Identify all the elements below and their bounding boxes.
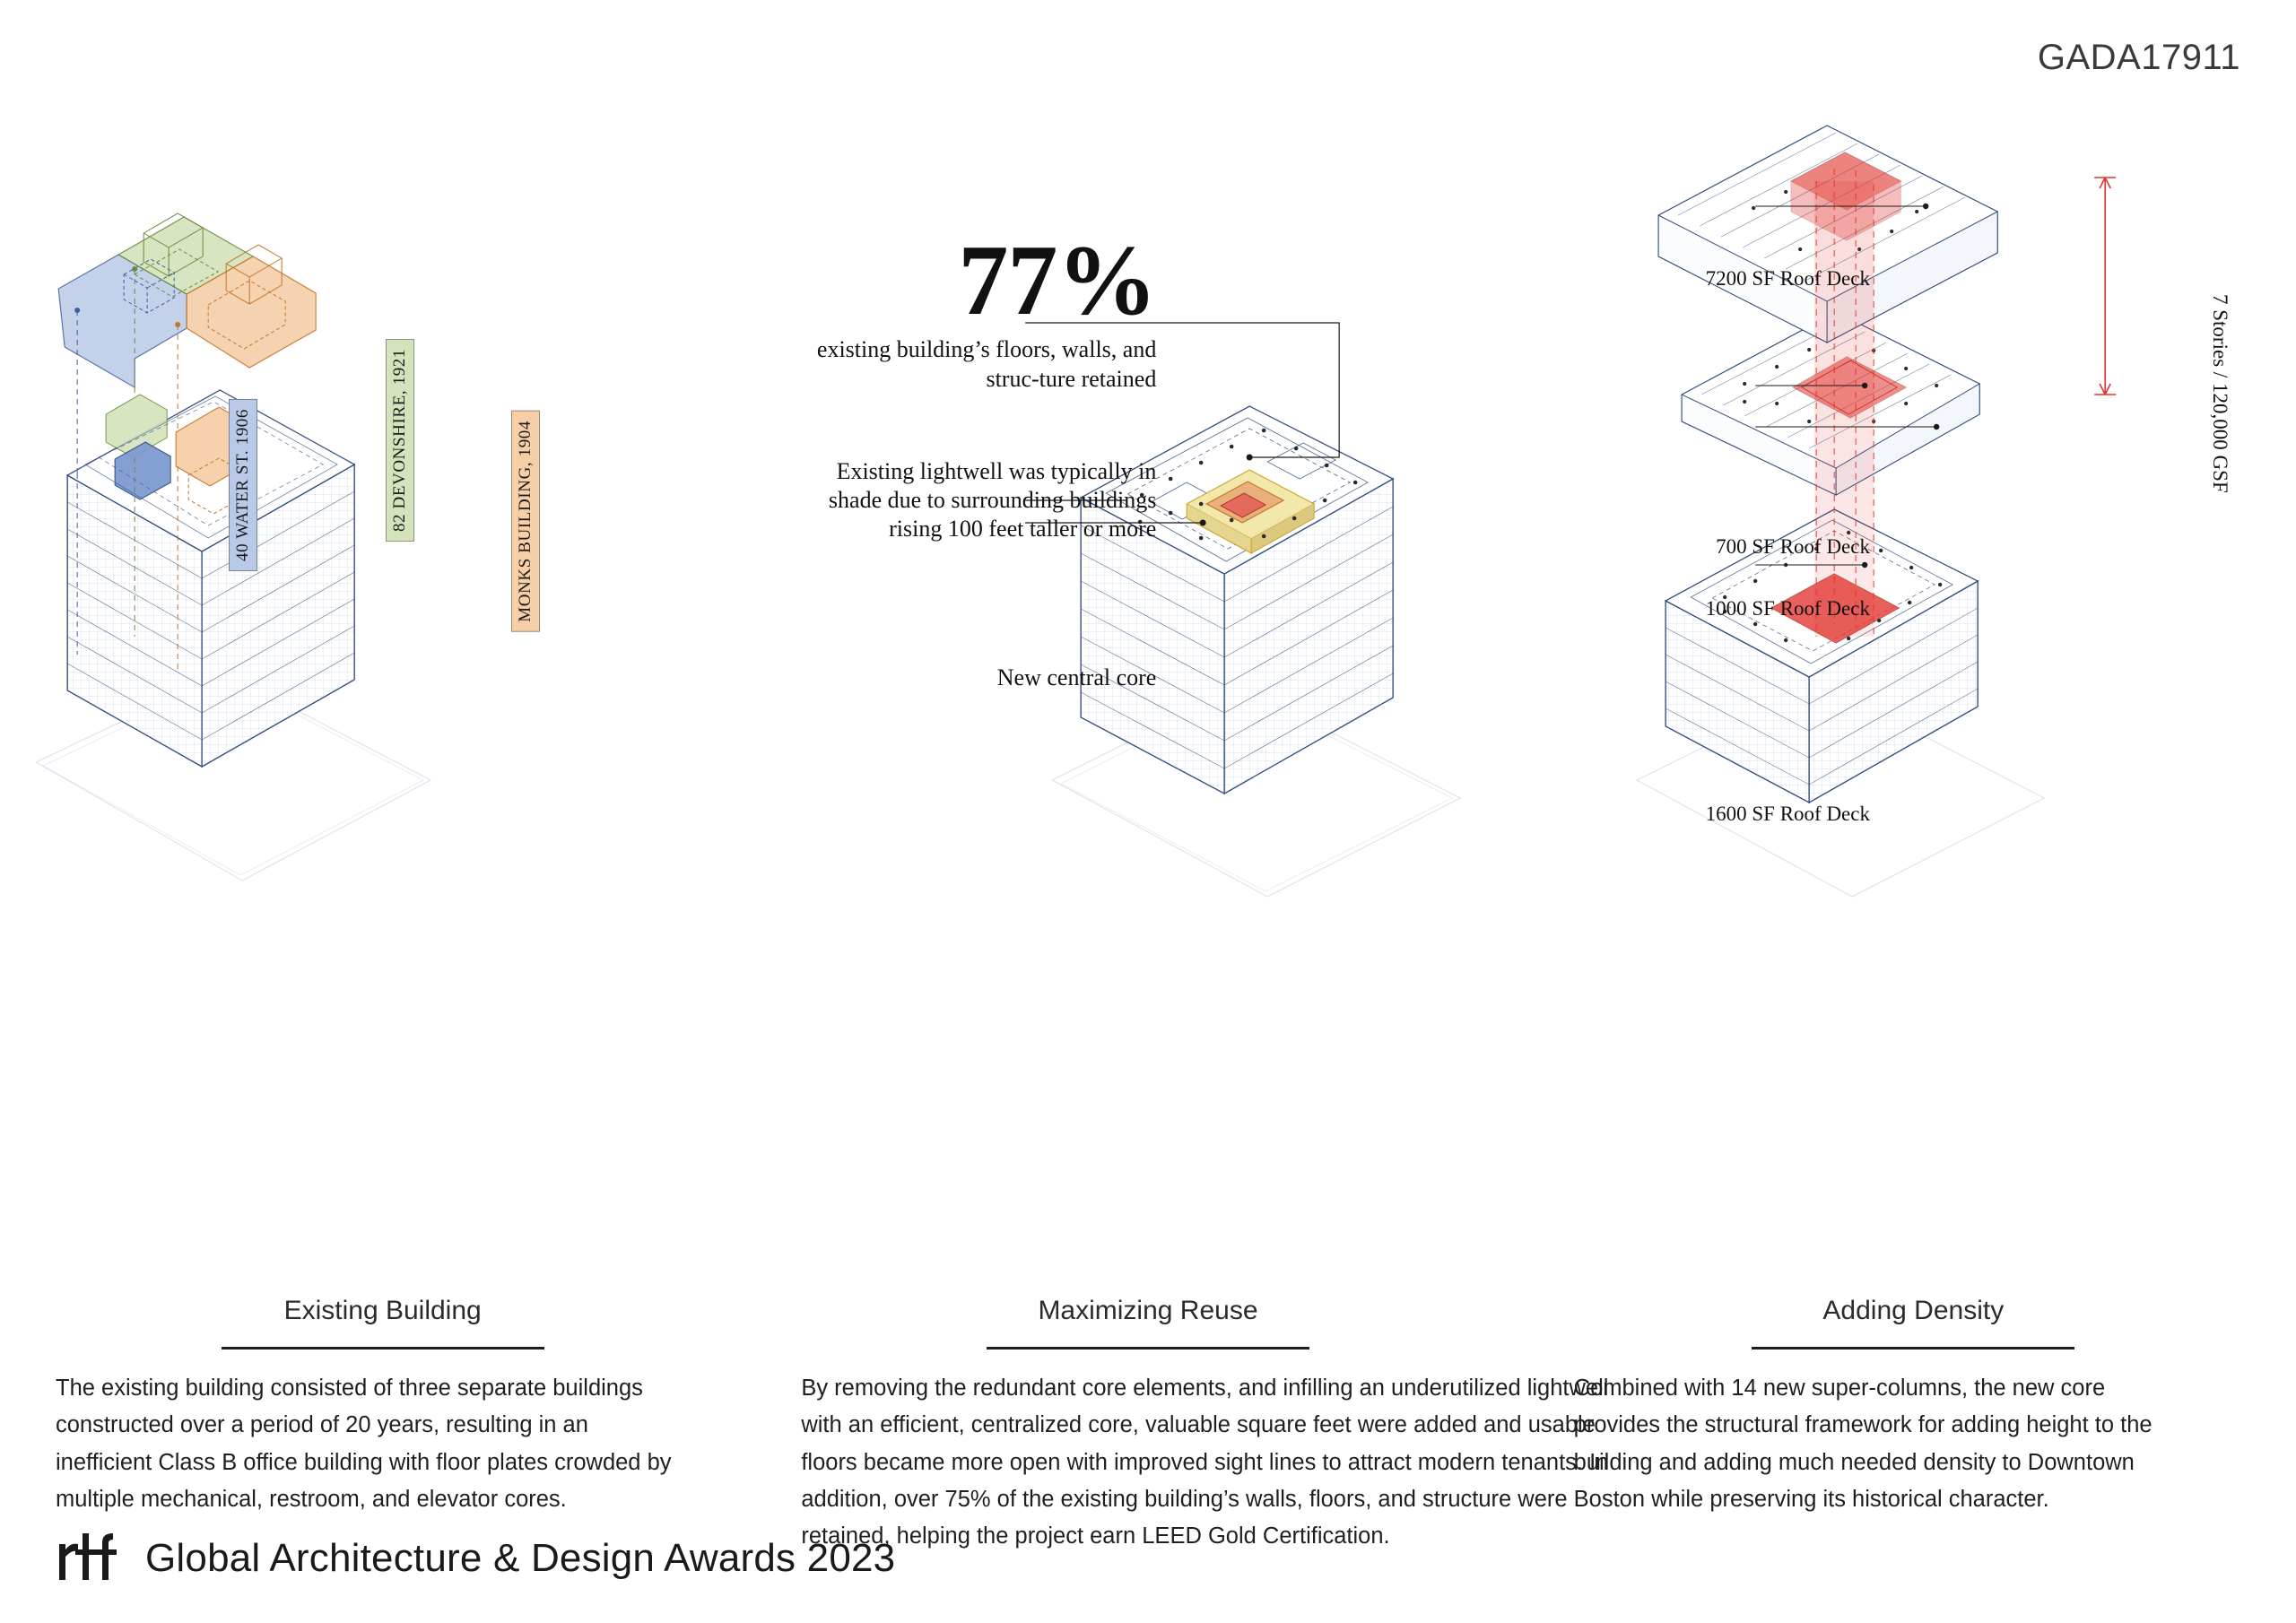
- dimension-label-stories-gsf: 7 Stories / 120,000 GSF: [2208, 294, 2231, 493]
- exploded-floor-plate: [56, 213, 316, 387]
- callout-7200-sf: 7200 SF Roof Deck: [1705, 267, 1870, 290]
- diagram-maximizing-reuse: [765, 99, 1530, 1202]
- panel-rule: [222, 1347, 544, 1350]
- stat-caption: existing building’s floors, walls, and struc-ture retained: [816, 336, 1157, 392]
- rtf-logo-icon: [56, 1530, 126, 1587]
- label-82-devonshire: 82 DEVONSHIRE, 1921: [386, 339, 414, 542]
- panel-adding-density: [1531, 99, 2296, 1512]
- label-40-water-st: 40 WATER ST. 1906: [229, 399, 257, 571]
- diagram-existing-building: [0, 99, 765, 1202]
- panel-title-existing: Existing Building: [283, 1296, 482, 1325]
- label-monks-building: MONKS BUILDING, 1904: [511, 411, 540, 632]
- callout-1000-sf: 1000 SF Roof Deck: [1705, 597, 1870, 620]
- panel-maximizing-reuse: [765, 99, 1609, 1549]
- panel-existing-building: [0, 99, 765, 1512]
- panel-text-reuse: By removing the redundant core elements, and infilling an underutilized lightwell with an efficient, centralized core, valuable square feet were added and usable floors became more open with improved sight lines to attract modern tenants. In addition, over 75% of the existing building’s walls, floors, and structure were retained, helping the project earn LEED Gold Certification.: [801, 1376, 1609, 1549]
- diagram-adding-density: [1531, 99, 2296, 1202]
- panel-rule: [987, 1347, 1309, 1350]
- panel-title-density: Adding Density: [1822, 1296, 2005, 1325]
- adding-density-svg: [1531, 99, 2296, 1202]
- panel-text-existing: The existing building consisted of three separate buildings constructed over a period of 20 years, resulting in an inefficient Class B office building with floor plates crowded by multiple mechanical, restroom, and elevator cores.: [56, 1376, 672, 1512]
- note-new-central-core: New central core: [996, 664, 1157, 690]
- panel-title-reuse: Maximizing Reuse: [1038, 1296, 1258, 1325]
- callout-700-sf: 700 SF Roof Deck: [1716, 535, 1870, 558]
- footer: [56, 1530, 895, 1587]
- height-dimension-line: [2094, 178, 2116, 395]
- project-code: GADA17911: [2037, 38, 2240, 77]
- footer-title: Global Architecture & Design Awards 2023: [145, 1536, 896, 1580]
- rtf-logo-svg: [56, 1530, 126, 1587]
- stat-percentage: 77%: [958, 225, 1157, 336]
- callout-1600-sf: 1600 SF Roof Deck: [1705, 803, 1870, 825]
- existing-building-svg: [0, 99, 765, 1202]
- panel-rule: [1752, 1347, 2074, 1350]
- panel-row: [0, 99, 2296, 1549]
- panel-text-density: Combined with 14 new super-columns, the new core provides the structural framework for adding height to the building and adding much needed density to Downtown Boston while preserving its historical character.: [1573, 1376, 2152, 1512]
- note-lightwell: Existing lightwell was typically in shade due to surrounding buildings rising 100 feet taller or more: [828, 458, 1157, 542]
- stat-block: [797, 225, 1157, 394]
